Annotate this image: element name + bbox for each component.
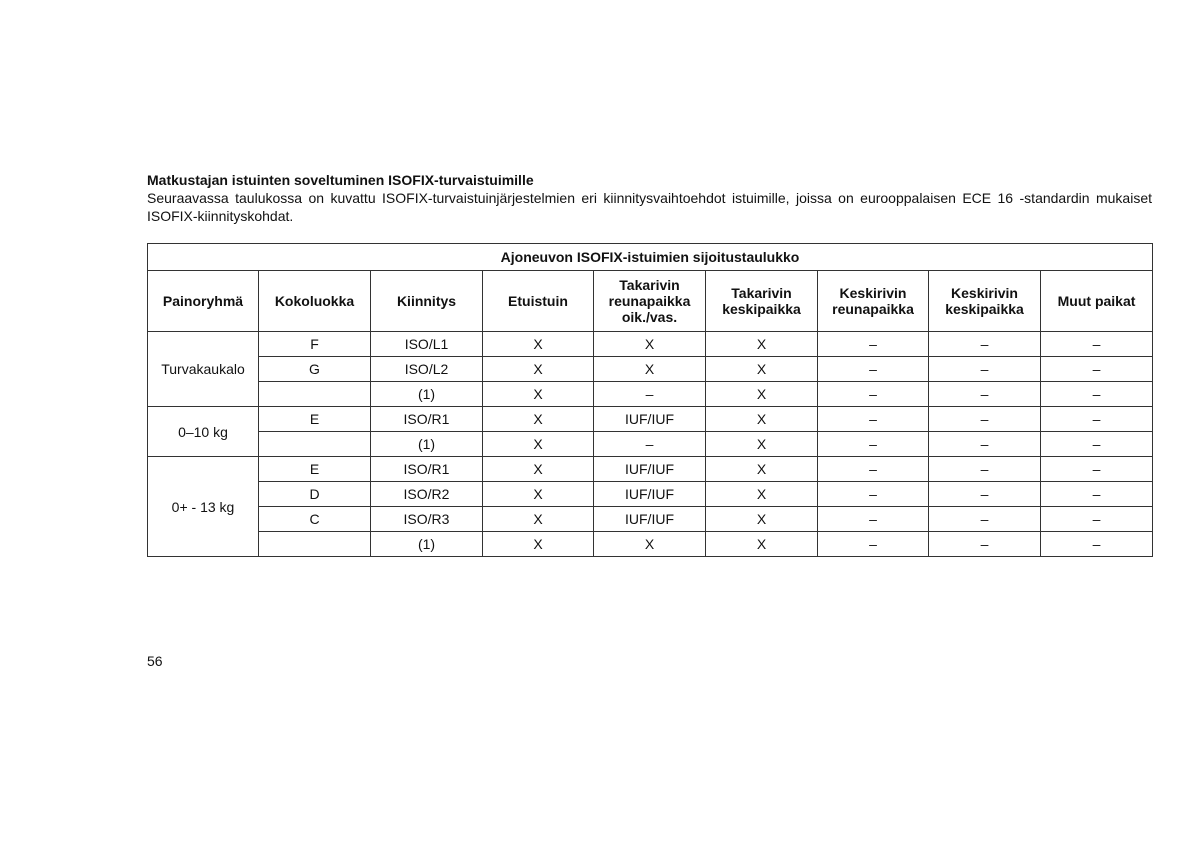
table-cell: ISO/R1: [371, 457, 483, 482]
table-cell: X: [706, 382, 818, 407]
column-header: Kokoluokka: [259, 271, 371, 332]
table-cell: F: [259, 332, 371, 357]
table-row: [148, 507, 1153, 532]
table-cell: –: [1041, 407, 1153, 432]
table-cell: –: [929, 407, 1041, 432]
column-header: Takarivin reunapaikka oik./vas.: [594, 271, 706, 332]
table-cell: X: [706, 357, 818, 382]
table-cell: [259, 432, 371, 457]
table-cell: C: [259, 507, 371, 532]
table-cell: –: [594, 432, 706, 457]
table-cell: –: [818, 482, 929, 507]
table-row: [148, 407, 1153, 432]
table-cell: [259, 532, 371, 557]
table-cell: –: [818, 357, 929, 382]
weight-group-cell: Turvakaukalo: [148, 332, 259, 407]
table-cell: X: [483, 482, 594, 507]
table-cell: –: [818, 457, 929, 482]
table-cell: –: [818, 532, 929, 557]
table-cell: [259, 382, 371, 407]
table-cell: –: [929, 507, 1041, 532]
weight-group-cell: 0–10 kg: [148, 407, 259, 457]
table-row: [148, 457, 1153, 482]
table-cell: ISO/R1: [371, 407, 483, 432]
table-cell: –: [929, 382, 1041, 407]
section-heading: Matkustajan istuinten soveltuminen ISOFIX-turvaistuimille: [147, 172, 534, 188]
table-cell: –: [1041, 332, 1153, 357]
table-cell: X: [483, 432, 594, 457]
column-header: Painoryhmä: [148, 271, 259, 332]
table-row: [148, 532, 1153, 557]
table-cell: X: [483, 357, 594, 382]
table-cell: –: [818, 432, 929, 457]
column-header: Keskirivin reunapaikka: [818, 271, 929, 332]
table-cell: –: [1041, 507, 1153, 532]
table-cell: –: [818, 507, 929, 532]
table-cell: X: [483, 457, 594, 482]
table-cell: IUF/IUF: [594, 457, 706, 482]
table-cell: X: [483, 332, 594, 357]
table-cell: X: [706, 507, 818, 532]
table-cell: –: [929, 482, 1041, 507]
page-number: 56: [147, 653, 163, 669]
table-cell: X: [706, 532, 818, 557]
table-cell: IUF/IUF: [594, 407, 706, 432]
table-cell: –: [1041, 432, 1153, 457]
table-cell: –: [1041, 532, 1153, 557]
table-cell: –: [818, 382, 929, 407]
table-cell: –: [929, 432, 1041, 457]
table-cell: –: [1041, 482, 1153, 507]
table-cell: –: [929, 532, 1041, 557]
table-cell: X: [483, 407, 594, 432]
table-cell: E: [259, 457, 371, 482]
table-cell: E: [259, 407, 371, 432]
column-header: Kiinnitys: [371, 271, 483, 332]
table-cell: ISO/R2: [371, 482, 483, 507]
table-cell: ISO/R3: [371, 507, 483, 532]
table-cell: –: [594, 382, 706, 407]
table-cell: X: [706, 332, 818, 357]
table-cell: IUF/IUF: [594, 507, 706, 532]
table-cell: X: [483, 532, 594, 557]
column-header: Keskirivin keskipaikka: [929, 271, 1041, 332]
table-cell: X: [483, 507, 594, 532]
table-row: [148, 357, 1153, 382]
table-cell: –: [1041, 457, 1153, 482]
table-cell: –: [929, 457, 1041, 482]
table-cell: ISO/L2: [371, 357, 483, 382]
table-cell: (1): [371, 532, 483, 557]
table-row: [148, 382, 1153, 407]
table-cell: ISO/L1: [371, 332, 483, 357]
table-cell: –: [818, 407, 929, 432]
table-cell: IUF/IUF: [594, 482, 706, 507]
table-cell: –: [929, 357, 1041, 382]
table-cell: –: [818, 332, 929, 357]
column-header: Muut paikat: [1041, 271, 1153, 332]
table-row: [148, 332, 1153, 357]
table-cell: D: [259, 482, 371, 507]
table-cell: –: [929, 332, 1041, 357]
table-cell: (1): [371, 432, 483, 457]
column-header: Etuistuin: [483, 271, 594, 332]
table-cell: X: [706, 482, 818, 507]
weight-group-cell: 0+ - 13 kg: [148, 457, 259, 557]
table-cell: (1): [371, 382, 483, 407]
table-cell: X: [594, 532, 706, 557]
table-cell: X: [706, 457, 818, 482]
table-cell: –: [1041, 382, 1153, 407]
table-cell: X: [706, 407, 818, 432]
table-cell: X: [594, 332, 706, 357]
table-title: Ajoneuvon ISOFIX-istuimien sijoitustaulukko: [148, 244, 1153, 271]
table-cell: X: [706, 432, 818, 457]
isofix-placement-table: [147, 243, 1153, 557]
column-header: Takarivin keskipaikka: [706, 271, 818, 332]
table-cell: X: [594, 357, 706, 382]
table-row: [148, 432, 1153, 457]
table-row: [148, 482, 1153, 507]
table-cell: –: [1041, 357, 1153, 382]
table-cell: G: [259, 357, 371, 382]
intro-paragraph: Seuraavassa taulukossa on kuvattu ISOFIX-turvaistuinjärjestelmien eri kiinnitysvaihtoehdot istuimille, joissa on eurooppalaisen ECE 16 -standardin mukaiset ISOFIX-kiinnityskohdat.: [147, 190, 1152, 224]
table-cell: X: [483, 382, 594, 407]
